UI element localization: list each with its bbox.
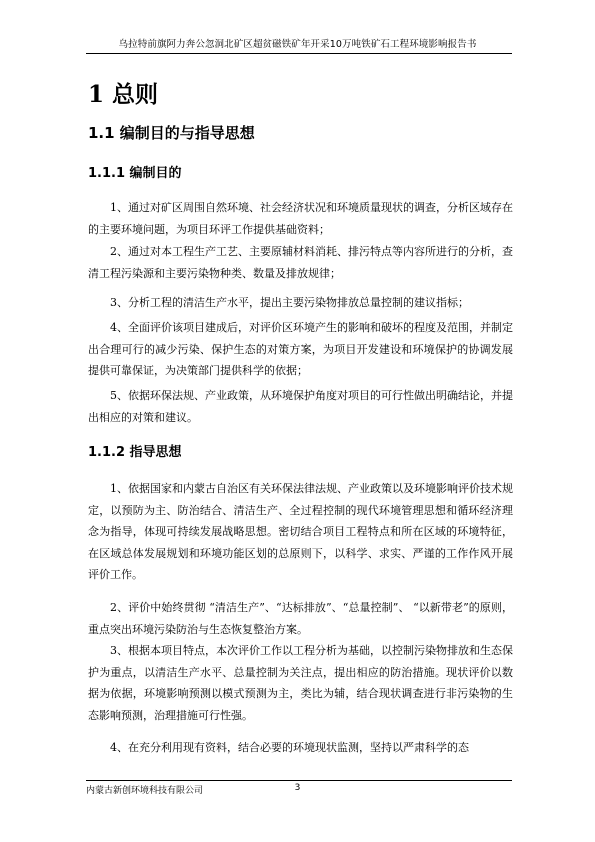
- subsection-heading-purpose: 1.1.1 编制目的: [88, 166, 182, 181]
- header-divider: [86, 53, 512, 54]
- footer-divider: [86, 780, 512, 781]
- purpose-paragraph-2: 2、通过对本工程生产工艺、主要原辅材料消耗、排污特点等内容所进行的分析，查清工程污染源和主要污染物种类、数量及排放规律；: [88, 245, 513, 280]
- purpose-paragraph-4: 4、全面评价该项目建成后，对评价区环境产生的影响和破坏的程度及范围，并制定出合理可行的减少污染、保护生态的对策方案，为项目开发建设和环境保护的协调发展提供可靠保证，为决策部门提供科学的依据；: [88, 321, 513, 377]
- page-number: 3: [294, 783, 301, 793]
- guiding-paragraph-4: 4、在充分利用现有资料，结合必要的环境现状监测，坚持以严肃科学的态: [110, 741, 469, 754]
- guiding-paragraph-2: 2、评价中始终贯彻 “清洁生产”、“达标排放”、“总量控制”、 “以新带老”的原则，重点突出环境污染防治与生态恢复整治方案。: [88, 601, 513, 636]
- subsection-heading-guiding: 1.1.2 指导思想: [88, 445, 182, 460]
- guiding-paragraph-1: 1、依据国家和内蒙古自治区有关环保法律法规、产业政策以及环境影响评价技术规定，以预防为主、防治结合、清洁生产、全过程控制的现代环境管理思想和循环经济理念为指导，体现可持续发展战略思想。密切结合项目工程特点和所在区域的环境特征，在区域总体发展规划和环境功能区划的总原则下，以科学、求实、严谨的工作作风开展评价工作。: [88, 482, 513, 581]
- purpose-paragraph-5: 5、依据环保法规、产业政策，从环境保护角度对项目的可行性做出明确结论，并提出相应的对策和建议。: [88, 389, 513, 424]
- guiding-paragraph-3: 3、根据本项目特点，本次评价工作以工程分析为基础，以控制污染物排放和生态保护为重点，以清洁生产水平、总量控制为关注点，提出相应的防治措施。现状评价以数据为依据，环境影响预测以模式预测为主，类比为辅，结合现状调查进行非污染物的生态影响预测，治理措施可行性强。: [88, 644, 513, 722]
- running-header: 乌拉特前旗阿力奔公忽洞北矿区超贫磁铁矿年开采10万吨铁矿石工程环境影响报告书: [118, 39, 477, 50]
- purpose-paragraph-1: 1、通过对矿区周围自然环境、社会经济状况和环境质量现状的调查，分析区域存在的主要环境问题，为项目环评工作提供基础资料；: [88, 201, 513, 236]
- section-heading: 1.1 编制目的与指导思想: [88, 124, 255, 142]
- footer-company-name: 内蒙古新创环境科技有限公司: [86, 786, 204, 796]
- chapter-heading: 1 总则: [88, 81, 159, 108]
- purpose-paragraph-3: 3、分析工程的清洁生产水平，提出主要污染物排放总量控制的建议指标；: [110, 296, 469, 309]
